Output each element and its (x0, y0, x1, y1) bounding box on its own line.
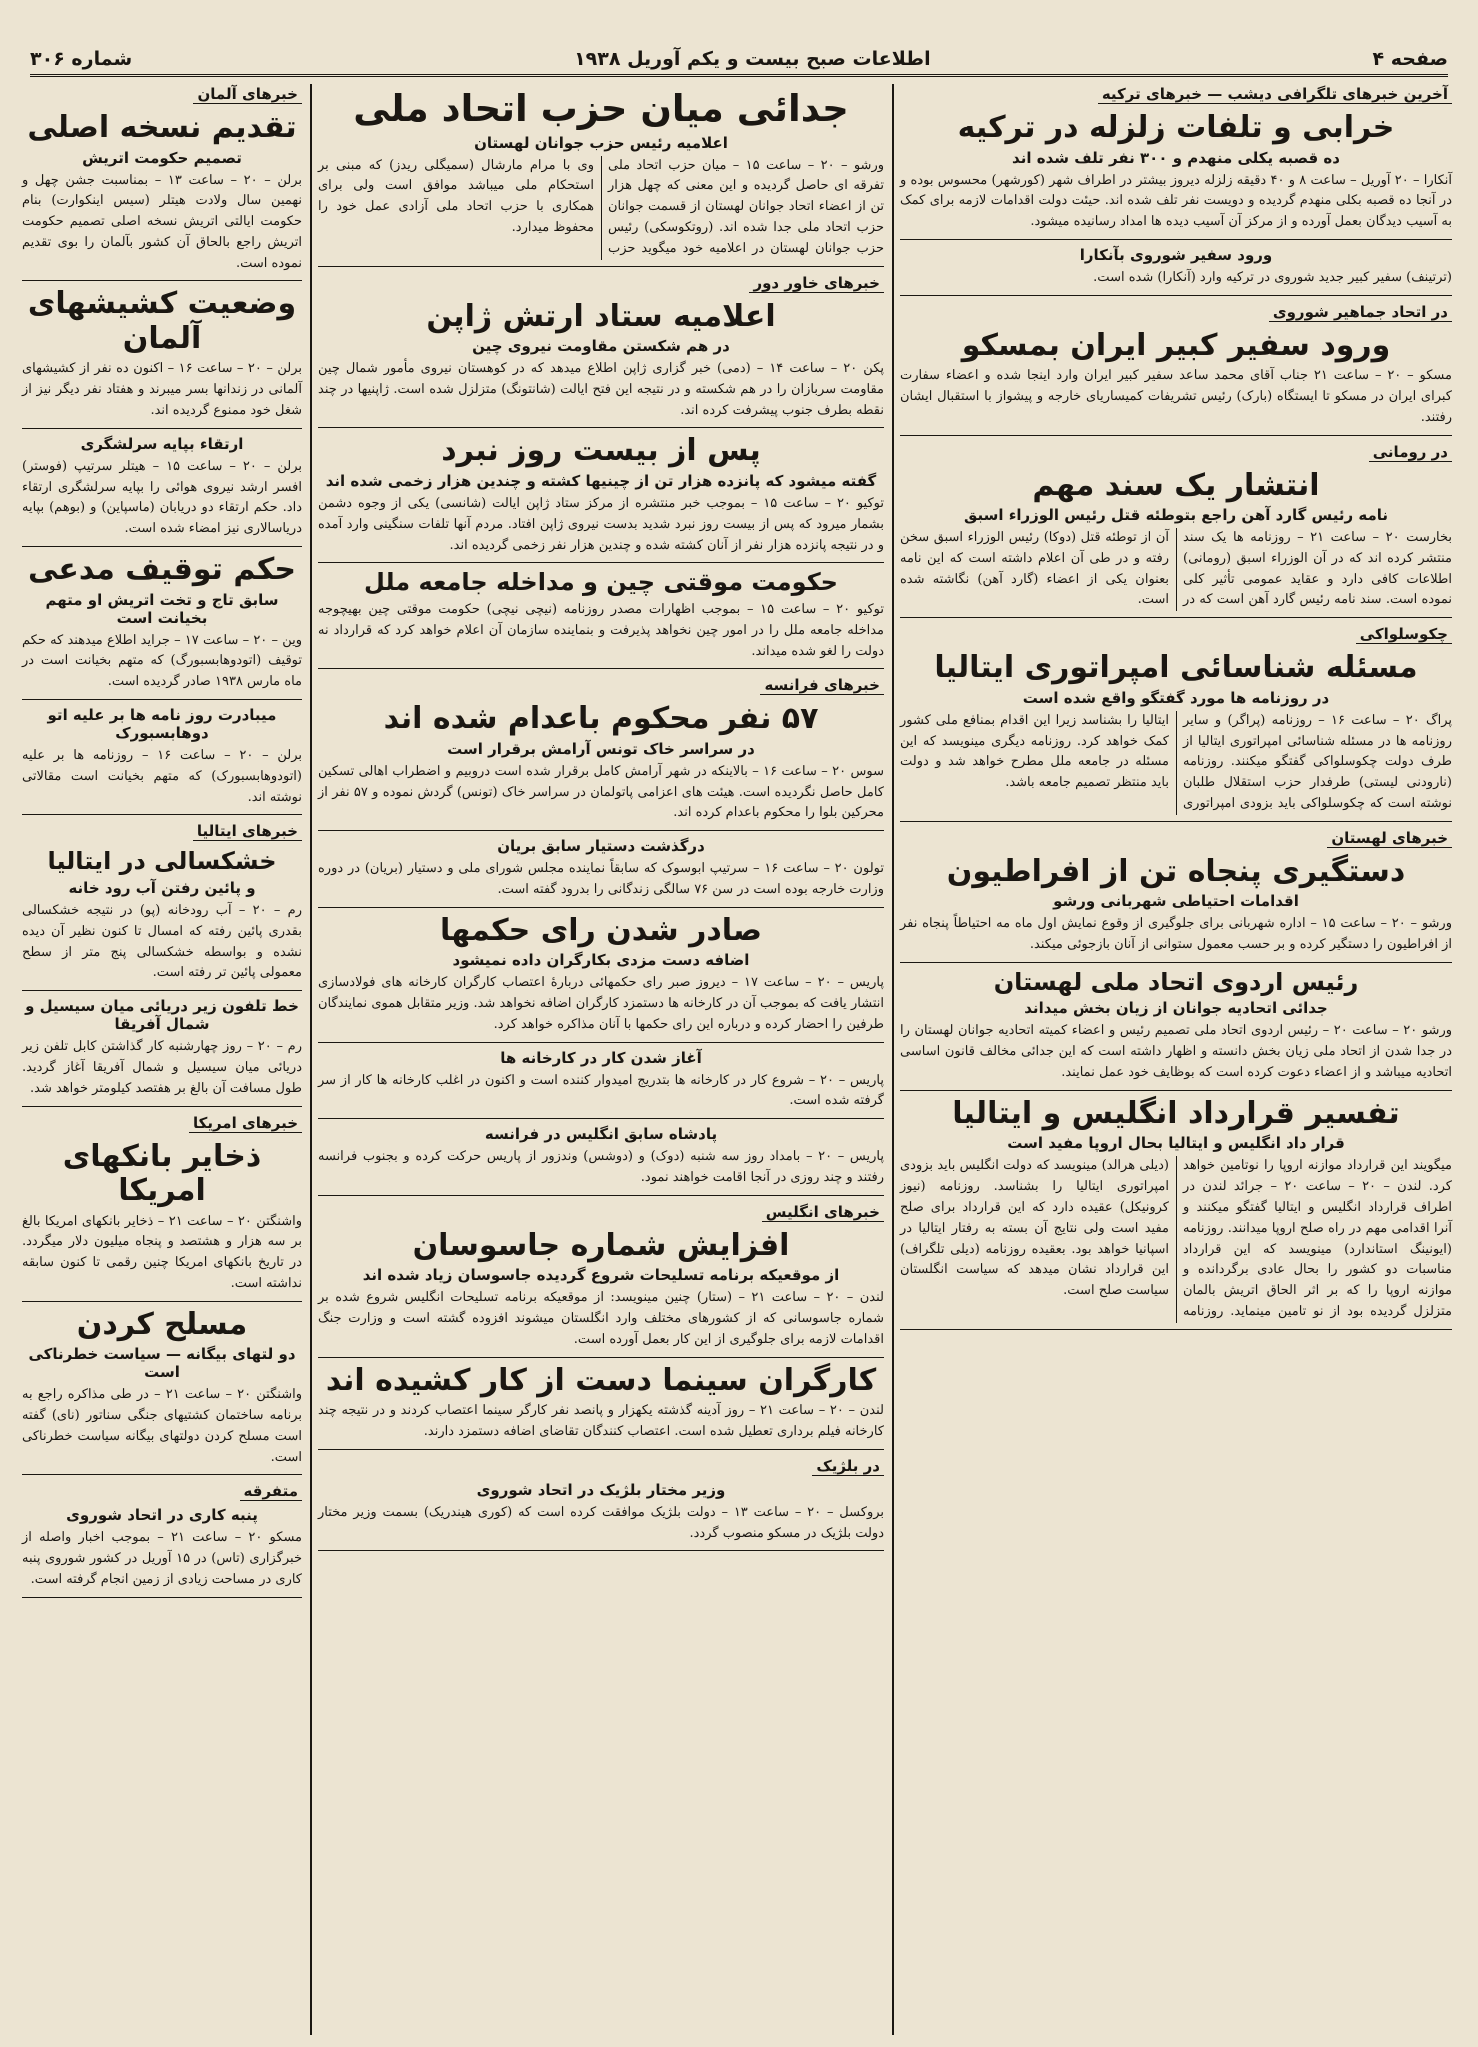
divider (900, 435, 1452, 436)
article-body: آنکارا – ۲۰ آوریل – ساعت ۸ و ۴۰ دقیقه زلزله دیروز بیشتر در اطراف شهر (کورشهر) محسوس بوده و در آنجا ده قصبه بکلی منهدم گردیده و دویست نفر تلف شده اند. حیئت دولت اقدامات لازمه برای کمک به آسیب دیدگان بعمل آورده و از مرکز آن آسیب دیده ها امداد رسانیده میشود. (900, 172, 1452, 230)
divider (318, 1357, 884, 1358)
section-label: خبرهای انگلیس (762, 1203, 884, 1222)
headline: تقدیم نسخه اصلی (27, 110, 297, 145)
headline: جدائی میان حزب اتحاد ملی (353, 87, 849, 130)
headline: ورود سفیر کبیر ایران بمسکو (961, 327, 1391, 363)
headline: مسئله شناسائی امپراتوری ایتالیا (934, 650, 1418, 686)
divider (318, 266, 884, 267)
divider (22, 1301, 302, 1302)
subheadline: ارتقاء بپایه سرلشگری (80, 434, 244, 453)
article-body: میگویند این قرارداد موازنه اروپا را نوتامین خواهد کرد. لندن – ۲۰ – ساعت ۲۰ – جرائد لندن در اطراف قرارداد انگلیس و ایتالیا گفتگو میکنند و آنرا اقدامی مهم در راه صلح اروپا میدانند. روزنامه (ایونینگ استاندارد) مینویسد که این قرارداد مناسبات دو کشور را بحال عادی برگردانده و موازنه اروپا را که بر اثر الحاق اتریش بالمان متزلزل گردیده بود از نو تامین مینماید. روزنامه (دیلی هرالد) مینویسد که دولت انگلیس باید بزودی امپراتوری ایتالیا را بشناسد. روزنامه (نیوز کرونیکل) عقیده دارد که این قرارداد برای صلح مفید است ولی نتایج آن بسته به رفتار ایتالیا در اسپانیا خواهد بود. بعقیده روزنامه (دیلی تلگراف) این قرارداد نشان میدهد که سیاست انگلستان سیاست صلح است. (900, 1158, 1452, 1319)
headline: ۵۷ نفر محکوم باعدام شده اند (383, 701, 819, 737)
headline: حکم توقیف مدعی (28, 552, 296, 588)
headline: وضعیت کشیشهای آلمان (27, 286, 297, 356)
article-body: سوس ۲۰ – ساعت ۱۶ – بالاینکه در شهر آرامش کامل برقرار شده است دروبیم و اضطراب اهالی تسکین کامل حاصل نگردیده است. هیئت های اعزامی پاتولمان در سراسر خاک (تونس) گردش نموده و ۵۷ نفر از محرکین بلوا را محکوم باعدام کرده اند. (318, 763, 884, 821)
article-body: پکن ۲۰ – ساعت ۱۴ – (دمی) خبر گزاری ژاپن اطلاع میدهد که در کوهستان نیروی مأمور شمال چین مقاومت سربازان را در هم شکسته و در نتیجه این فتح ایالت (شانتونگ) متزلزل شده است. ژاپنیها در چند نقطه بطرف جنوب پیشرفت کرده اند. (318, 361, 884, 418)
divider (900, 295, 1452, 296)
subheadline: در سراسر خاک تونس آرامش برقرار است (447, 739, 755, 758)
article (22, 1113, 302, 1302)
issue-number: شماره ۳۰۶ (30, 48, 133, 70)
article-body: رم – ۲۰ – آب رودخانه (پو) در نتیجه خشکسالی بقدری پائین رفته که امسال تا کنون نظیر آن دیده نشده و بواسطه خشکسالی پنج متر از سطح معمولی پائین تر رفته است. (22, 902, 302, 981)
section-label: خبرهای لهستان (1327, 829, 1452, 848)
dateline: اطلاعات صبح بیست و یکم آوریل ۱۹۳۸ (574, 48, 931, 70)
subheadline: جدائی اتحادیه جوانان از زیان بخش میداند (1024, 999, 1328, 1018)
headline: رئیس اردوی اتحاد ملی لهستان (993, 967, 1359, 996)
masthead (30, 44, 1448, 77)
article-body: توکیو ۲۰ – ساعت ۱۵ – بموجب اظهارات مصدر روزنامه (نیچی نیچی) حکومت موقتی چین بهیچوجه مداخله جامعه ملل را در امور چین نخواهد پذیرفت و بنماینده سازمان آن اعلام خواهد کرد که قرارداد نه دولت را لغو شده میداند. (318, 601, 884, 659)
column-right (892, 84, 1458, 2035)
divider (318, 427, 884, 428)
subheadline: اقدامات احتیاطی شهربانی ورشو (1053, 892, 1299, 911)
divider (900, 1090, 1452, 1091)
article (900, 624, 1452, 821)
article (318, 273, 884, 429)
subheadline: اعلامیه رئیس حزب جوانان لهستان (474, 133, 728, 152)
subheadline: دو لتهای بیگانه — سیاست خطرناکی است (28, 1345, 296, 1382)
section-label: خبرهای ایتالیا (193, 822, 302, 841)
headline: افزایش شماره جاسوسان (412, 1227, 790, 1263)
subheadline: قرار داد انگلیس و ایتالیا بحال اروپا مفید است (1007, 1134, 1345, 1153)
column-left (16, 84, 308, 2035)
article-body: (ترتینف) سفیر کبیر جدید شوروی در ترکیه وارد (آنکارا) شده است. (1093, 269, 1452, 285)
section-label: در بلژیک (812, 1457, 884, 1476)
article-body: ورشو – ۲۰ – ساعت ۱۵ – میان حزب اتحاد ملی تفرقه ای حاصل گردیده و این معنی که چهل هزار تن از اعضاء اتحاد جوانان لهستان از قسمت جوانان حزب اتحاد ملی جدا شده اند. (روتکوسکی) رئیس حزب جوانان لهستان در اعلامیه خود میگوید حزب وی با مرام مارشال (سمیگلی ریدز) که مبنی بر استحکام ملی میباشد موافق است ولی برای همکاری با حزب اتحاد ملی آزادی عمل خود را محفوظ میدارد. (318, 157, 884, 256)
subheadline: و پائین رفتن آب رود خانه (68, 878, 256, 897)
article-body: مسکو ۲۰ – ساعت ۲۱ – بموجب اخبار واصله از خبرگزاری (تاس) در ۱۵ آوریل در کشور شوروی پنبه کاری در مساحت زیادی از زمین انجام گرفته است. (22, 1530, 302, 1587)
article-body: واشنگتن ۲۰ – ساعت ۲۱ – ذخایر بانکهای امریکا بالغ بر سه هزار و هشتصد و پنجاه میلیون دلار میگردد. در تاریخ بانکهای امریکا چنین رقمی تا کنون سابقه نداشته است. (22, 1213, 302, 1291)
article (22, 706, 302, 815)
article-body: واشنگتن ۲۰ – ساعت ۲۱ – در طی مذاکره راجع به برنامه ساختمان کشتیهای جنگی سناتور (نای) گفته است مسلح کردن دولتهای بیگانه سیاست خطرناکی است. (22, 1387, 302, 1465)
divider (318, 1449, 884, 1450)
article (318, 1049, 884, 1120)
article (900, 828, 1452, 963)
article (900, 84, 1452, 240)
divider (22, 546, 302, 547)
divider (318, 1118, 884, 1119)
subheadline: نامه رئیس گارد آهن راجع بتوطئه قتل رئیس الوزراء اسبق (963, 506, 1389, 525)
article-body: بخارست ۲۰ – ساعت ۲۱ – روزنامه ها یک سند منتشر کرده اند که در آن الوزراء اسبق (رومانی) اطلاعات کافی دارد و عقاید عمومی تأثیر کلی نموده است. سند نامه رئیس گارد آهن است که در آن از توطئه قتل (دوکا) رئیس الوزراء اسبق سخن رفته و در طی آن اعلام داشته است که این نامه بعنوان یکی از اعضاء (گارد آهن) نگاشته شده است. (900, 530, 1452, 608)
divider (22, 814, 302, 815)
article (22, 287, 302, 428)
subheadline: در روزنامه ها مورد گفتگو واقع شده است (1022, 688, 1330, 707)
page-number: صفحه ۴ (1372, 48, 1448, 70)
headline: تفسیر قرارداد انگلیس و ایتالیا (952, 1095, 1400, 1131)
subheadline: پنبه کاری در اتحاد شوروی (66, 1506, 258, 1525)
article-body: برلن – ۲۰ – ساعت ۱۵ – هیتلر سرتیپ (فوستر) افسر ارشد نیروی هوائی را بپایه سرلشگری ارتقاء داد. حکم ارتقاء دو دریابان (ماسپاین) و (بوهم) بپایه دریاسالاری نیز امضاء شده است. (22, 458, 303, 537)
article (318, 1456, 884, 1552)
article-body: وین – ۲۰ – ساعت ۱۷ – جراید اطلاع میدهند که حکم توقیف (اتودوهابسبورگ) که متهم بخیانت است در ماه مارس ۱۹۳۸ صادر گردیده است. (22, 632, 302, 690)
article-body: برلن – ۲۰ – ساعت ۱۶ – اکنون ده نفر از کشیشهای آلمانی در زندانها بسر میبرند و هفتاد نفر دیگر نیز از شغل خود ممنوع گردیده اند. (22, 361, 302, 419)
article-body: ورشو ۲۰ – ساعت ۲۰ – رئیس اردوی اتحاد ملی تصمیم رئیس و اعضاء کمیته اتحادیه جوانان لهستان را در جدا شدن از اتحاد ملی زیان بخش دانسته و اظهار داشته است که این جدائی مخالف قانون اساسی اتحادیه میباشد و از اعضاء دعوت کرده است که بوظایف خود عمل نمایند. (900, 1023, 1453, 1081)
subheadline: آغاز شدن کار در کارخانه ها (500, 1048, 702, 1067)
divider (900, 962, 1452, 963)
divider (22, 990, 302, 991)
divider (900, 617, 1452, 618)
headline: صادر شدن رای حکمها (440, 912, 762, 948)
headline: مسلح کردن (76, 1306, 248, 1342)
divider (318, 1550, 884, 1551)
section-label: خبرهای خاور دور (749, 274, 884, 293)
article-body: پاریس – ۲۰ – شروع کار در کارخانه ها بتدریج امیدوار کننده است و اکنون در اغلب کارخانه ها کار از سر گرفته شده است. (318, 1072, 884, 1109)
divider (22, 699, 302, 700)
headline: دستگیری پنجاه تن از افراطیون (946, 853, 1406, 889)
headline: خشکسالی در ایتالیا (47, 847, 277, 876)
subheadline: ورود سفیر شوروی بآنکارا (1079, 245, 1273, 264)
subheadline: تصمیم حکومت اتریش (82, 148, 242, 167)
article (318, 1202, 884, 1358)
column-middle (310, 84, 890, 2035)
headline: حکومت موقتی چین و مداخله جامعه ملل (364, 568, 838, 597)
article-body: توکیو ۲۰ – ساعت ۱۵ – بموجب خبر منتشره از مرکز ستاد ژاپن ایالت (شانسی) یکی از وجوه دشمن بشمار میرود که پس از بیست روز نبرد شدید بدست نیروی ژاپن افتاد. مردم آنها تلفات سنگینی وارد آمده و در نتیجه پانزده هزار نفر از آنان کشته شده و چندین هزار نفر زخمی گردیده اند. (318, 495, 884, 553)
divider (22, 1474, 302, 1475)
subheadline: سابق تاج و تخت اتریش او متهم بخیانت است (45, 590, 279, 627)
subheadline: وزیر مختار بلژیک در اتحاد شوروی (476, 1480, 726, 1499)
article-body: پراگ ۲۰ – ساعت ۱۶ – روزنامه (پراگر) و سایر روزنامه ها در مسئله شناسائی امپراتوری ایتالیا از طرف دولت چکوسلواکی گفتگو میکنند. روزنامه (نارودنی لیستی) طرفدار حزب استقلال طلبان نوشته است که چکوسلواکی باید بزودی امپراتوری ایتالیا را بشناسد زیرا این اقدام بمنافع ملی کشور کمک خواهد کرد. روزنامه دیگری مینویسد که این مسئله در جامعه ملل مطرح خواهد شد و دولت باید منتظر تصمیم جامعه باشد. (900, 712, 1452, 811)
article (318, 88, 884, 267)
article (22, 435, 302, 547)
section-label: خبرهای فرانسه (760, 676, 884, 695)
divider (318, 668, 884, 669)
section-label: متفرقه (240, 1482, 302, 1501)
divider (900, 821, 1452, 822)
divider (22, 280, 302, 281)
article-body: لندن – ۲۰ – ساعت ۲۱ – (ستار) چنین مینویسد: از موقعیکه برنامه تسلیحات انگلیس شروع شده بر شماره جاسوسانی که از کشورهای مختلف وارد انگلستان میشوند افزوده گشته است و وزارت جنگ اقدامات لازمه برای جلوگیری از این کار بعمل آورده است. (318, 1290, 884, 1347)
article-body: برلن – ۲۰ – ساعت ۱۳ – بمناسبت جشن چهل و نهمین سال ولادت هیتلر (سیس اینکوارت) بنام حکومت ایالتی اتریش نسخه اصلی تصمیم حکومت اتریش راجع بالحاق آن کشور بآلمان را بوی تقدیم نموده است. (22, 172, 302, 271)
headline: ذخایر بانکهای امریکا (62, 1138, 262, 1209)
divider (318, 1042, 884, 1043)
subheadline: پادشاه سابق انگلیس در فرانسه (484, 1125, 718, 1144)
subheadline: در هم شکستن مقاومت نیروی چین (472, 337, 730, 356)
subheadline: خط تلفون زیر دریائی میان سیسیل و شمال آفریقا (25, 997, 299, 1034)
article (318, 1125, 884, 1196)
article (900, 1097, 1452, 1330)
headline: اعلامیه ستاد ارتش ژاپن (426, 298, 776, 334)
subheadline: میبادرت روز نامه ها بر علیه اتو دوهابسبورک (47, 705, 277, 742)
article-body: پاریس – ۲۰ – بامداد روز سه شنبه (دوک) و (دوشس) وندزور از پاریس حرکت کرده و بجنوب فرانسه رفتند و چند روزی در آنجا اقامت خواهند نمود. (318, 1149, 884, 1186)
article-body: ورشو – ۲۰ – ساعت ۱۵ – اداره شهربانی برای جلوگیری از وقوع نمایش اول ماه مه احتیاطاً پنجاه نفر از افراطیون را دستگیر کرده و بر حسب معمول ستوانی از آنان بازجوئی میکند. (900, 916, 1452, 953)
article-body: رم – ۲۰ – روز چهارشنبه کار گذاشتن کابل تلفن زیر دریائی میان سیسیل و شمال آفریقا آغاز گردید. طول مسافت آن بالغ بر هفتصد کیلومتر خواهد شد. (22, 1039, 303, 1096)
article-body: بروکسل – ۲۰ – ساعت ۱۳ – دولت بلژیک موافقت کرده است که (کوری هیندریک) بسمت وزیر مختار دولت بلژیک در مسکو منصوب گردد. (318, 1504, 885, 1541)
article (318, 569, 884, 669)
section-label: در اتحاد جماهیر شوروی (1269, 303, 1452, 322)
article (318, 914, 884, 1043)
article-body: برلن – ۲۰ – ساعت ۱۶ – روزنامه ها بر علیه (اتودوهابسبورک) که متهم بخیانت است مقالاتی نوشته اند. (22, 747, 302, 805)
article (22, 1481, 302, 1597)
divider (22, 1106, 302, 1107)
headline: پس از بیست روز نبرد (441, 433, 761, 469)
article (22, 1308, 302, 1476)
subheadline: گفته میشود که پانزده هزار تن از چینیها کشته و چندین هزار زخمی شده اند (325, 471, 877, 490)
article (318, 434, 884, 563)
section-label: آخرین خبرهای تلگرافی دیشب — خبرهای ترکیه (1098, 85, 1452, 104)
article (318, 837, 884, 908)
article-body: تولون ۲۰ – ساعت ۱۶ – سرتیپ ابوسوک که سابقاً نماینده مجلس شورای ملی و دستیار (بریان) در دوره وزارت خارجه بوده است در سن ۷۶ سالگی زندگانی را بدرود گفته است. (318, 861, 884, 897)
article (22, 553, 302, 700)
article (22, 997, 302, 1106)
article (318, 675, 884, 831)
section-label: خبرهای امریکا (189, 1114, 302, 1133)
headline: خرابی و تلفات زلزله در ترکیه (957, 110, 1395, 145)
divider (900, 1329, 1452, 1330)
headline: کارگران سینما دست از کار کشیده اند (325, 1362, 877, 1398)
subheadline: اضافه دست مزدی بکارگران داده نمیشود (452, 951, 750, 970)
divider (22, 1597, 302, 1598)
headline: انتشار یک سند مهم (1032, 467, 1320, 503)
section-label: خبرهای آلمان (193, 85, 302, 104)
divider (318, 907, 884, 908)
article-body: لندن – ۲۰ – ساعت ۲۱ – روز آدینه گذشته یکهزار و پانصد نفر کارگر سینما اعتصاب کردند و در نتیجه چند کارخانه فیلم برداری تعطیل شده است. اعتصاب کنندگان تقاضای اضافه دستمزد دارند. (318, 1403, 884, 1440)
subheadline: درگذشت دستیار سابق بریان (497, 837, 705, 856)
divider (318, 1195, 884, 1196)
article (318, 1364, 884, 1450)
article-body: مسکو – ۲۰ – ساعت ۲۱ جناب آقای محمد ساعد سفیر کبیر ایران وارد اینجا شده و اعضاء سفارت کبرای ایران در مسکو تا ایستگاه (بارک) رئیس تشریفات کمیساریای خارجه و پیشواز با استقبال ایشان رفتند. (900, 368, 1452, 425)
divider (318, 562, 884, 563)
article (900, 302, 1452, 436)
article (22, 821, 302, 991)
divider (318, 830, 884, 831)
article (900, 246, 1452, 296)
divider (22, 428, 302, 429)
divider (900, 239, 1452, 240)
subheadline: ده قصبه یکلی منهدم و ۳۰۰ نفر تلف شده اند (1012, 148, 1340, 167)
subheadline: از موقعیکه برنامه تسلیحات شروع گردیده جاسوسان زیاد شده اند (362, 1266, 840, 1285)
article (22, 84, 302, 281)
section-label: چکوسلواکی (1356, 625, 1452, 644)
article (900, 969, 1452, 1091)
article (900, 442, 1452, 619)
article-body: پاریس – ۲۰ – ساعت ۱۷ – دیروز صبر رای حکمهائی دربارهٔ اعتصاب کارگران کارخانه های فولادسازی انتشار یافت که بموجب آن در کارخانه ها دستمزد کارگران اضافه نخواهد شد. وزیر متقابل هموی نمایندگان طرفین را احضار کرده و درباره این رای حکمها با آنان مذاکره خواهد کرد. (318, 975, 884, 1032)
section-label: در رومانی (1369, 443, 1452, 462)
